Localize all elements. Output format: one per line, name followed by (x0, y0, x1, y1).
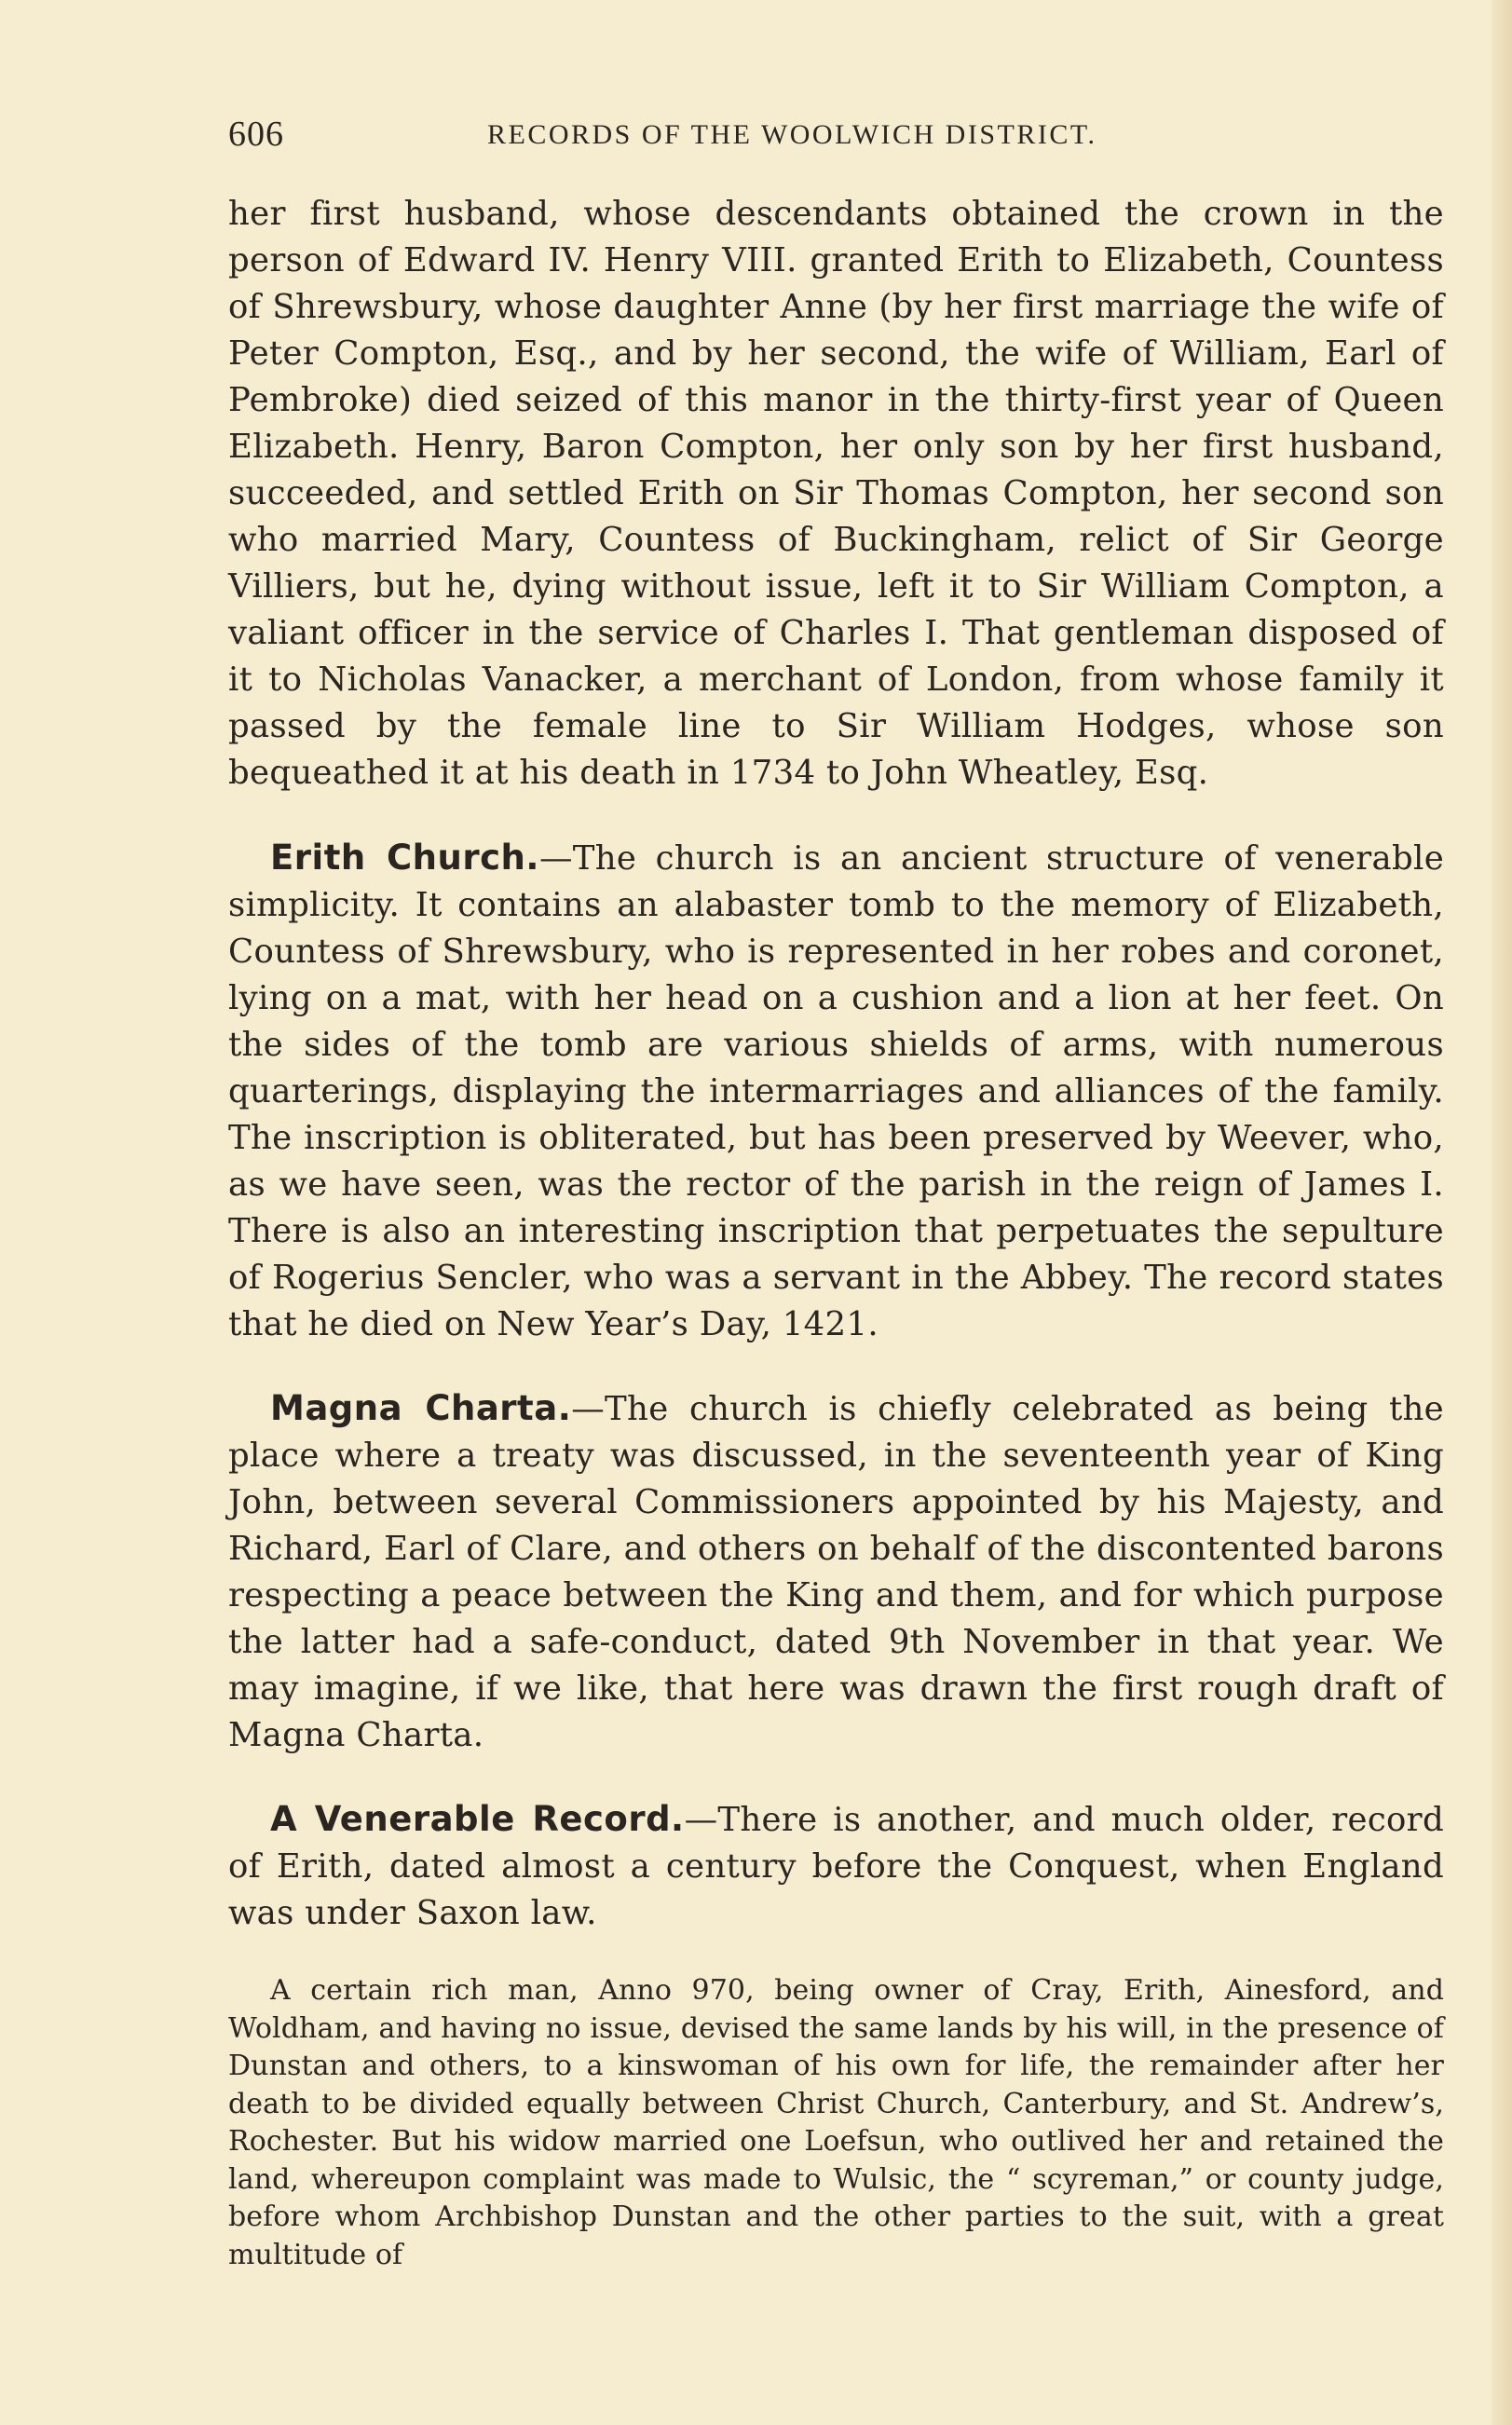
section-heading: A Venerable Record. (270, 1799, 685, 1839)
section-heading: Erith Church. (270, 838, 539, 878)
paragraph-venerable-record (228, 1796, 1444, 1937)
block-quotation (228, 1972, 1444, 2274)
paragraph-magna-charta (228, 1385, 1444, 1759)
paragraph-erith-church (228, 835, 1444, 1348)
page-number: 606 (228, 115, 284, 154)
page-edge (1492, 0, 1512, 2425)
paragraph-text: —There is another, and much older, record of Erith, dated almost a century before the Conquest, when England was under Saxon law. (228, 1801, 1444, 1932)
running-head: RECORDS OF THE WOOLWICH DISTRICT. (487, 119, 1097, 150)
paragraph-text: —The church is chiefly celebrated as being the place where a treaty was discussed, in the seventeenth year of King John, between several Commissioners appointed by his Majesty, and Richard, Earl of Clare, and others on behalf of the discontented barons respecting a peace between the King and them, and for which purpose the latter had a safe-conduct, dated 9th November in that year. We may imagine, if we like, that here was drawn the first rough draft of Magna Charta. (228, 1390, 1444, 1754)
section-heading: Magna Charta. (270, 1388, 572, 1428)
paragraph-continuation (228, 191, 1444, 797)
paragraph-text: her first husband, whose descendants obtained the crown in the person of Edward IV. Henry VIII. granted Erith to Elizabeth, Countess of Shrewsbury, whose daughter Anne (by her first marriage the wife of Peter Compton, Esq., and by her second, the wife of William, Earl of Pembroke) died seized of this manor in the thirty-first year of Queen Elizabeth. Henry, Baron Compton, her only son by her first husband, succeeded, and settled Erith on Sir Thomas Compton, her second son who married Mary, Countess of Buckingham, relict of Sir George Villiers, but he, dying without issue, left it to Sir William Compton, a valiant officer in the service of Charles I. That gentleman disposed of it to Nicholas Vanacker, a merchant of London, from whose family it passed by the female line to Sir William Hodges, whose son bequeathed it at his death in 1734 to John Wheatley, Esq. (228, 195, 1444, 792)
quotation-text: A certain rich man, Anno 970, being owner of Cray, Erith, Ainesford, and Woldham, and having no issue, devised the same lands by his will, in the presence of Dunstan and others, to a kinswoman of his own for life, the remainder after her death to be divided equally between Christ Church, Canterbury, and St. Andrew’s, Rochester. But his widow married one Loefsun, who outlived her and retained the land, whereupon complaint was made to Wulsic, the “ scyreman,” or county judge, before whom Archbishop Dunstan and the other parties to the suit, with a great multitude of (228, 1974, 1444, 2271)
page-header (228, 114, 1439, 160)
paragraph-text: —The church is an ancient structure of venerable simplicity. It contains an alabaster tomb to the memory of Elizabeth, Countess of Shrewsbury, who is represented in her robes and coronet, lying on a mat, with her head on a cushion and a lion at her feet. On the sides of the tomb are various shields of arms, with numerous quarterings, displaying the intermarriages and alliances of the family. The inscription is obliterated, but has been preserved by Weever, who, as we have seen, was the rector of the parish in the reign of James I. There is also an interesting inscription that perpetuates the sepulture of Rogerius Sencler, who was a servant in the Abbey. The record states that he died on New Year’s Day, 1421. (228, 839, 1445, 1343)
